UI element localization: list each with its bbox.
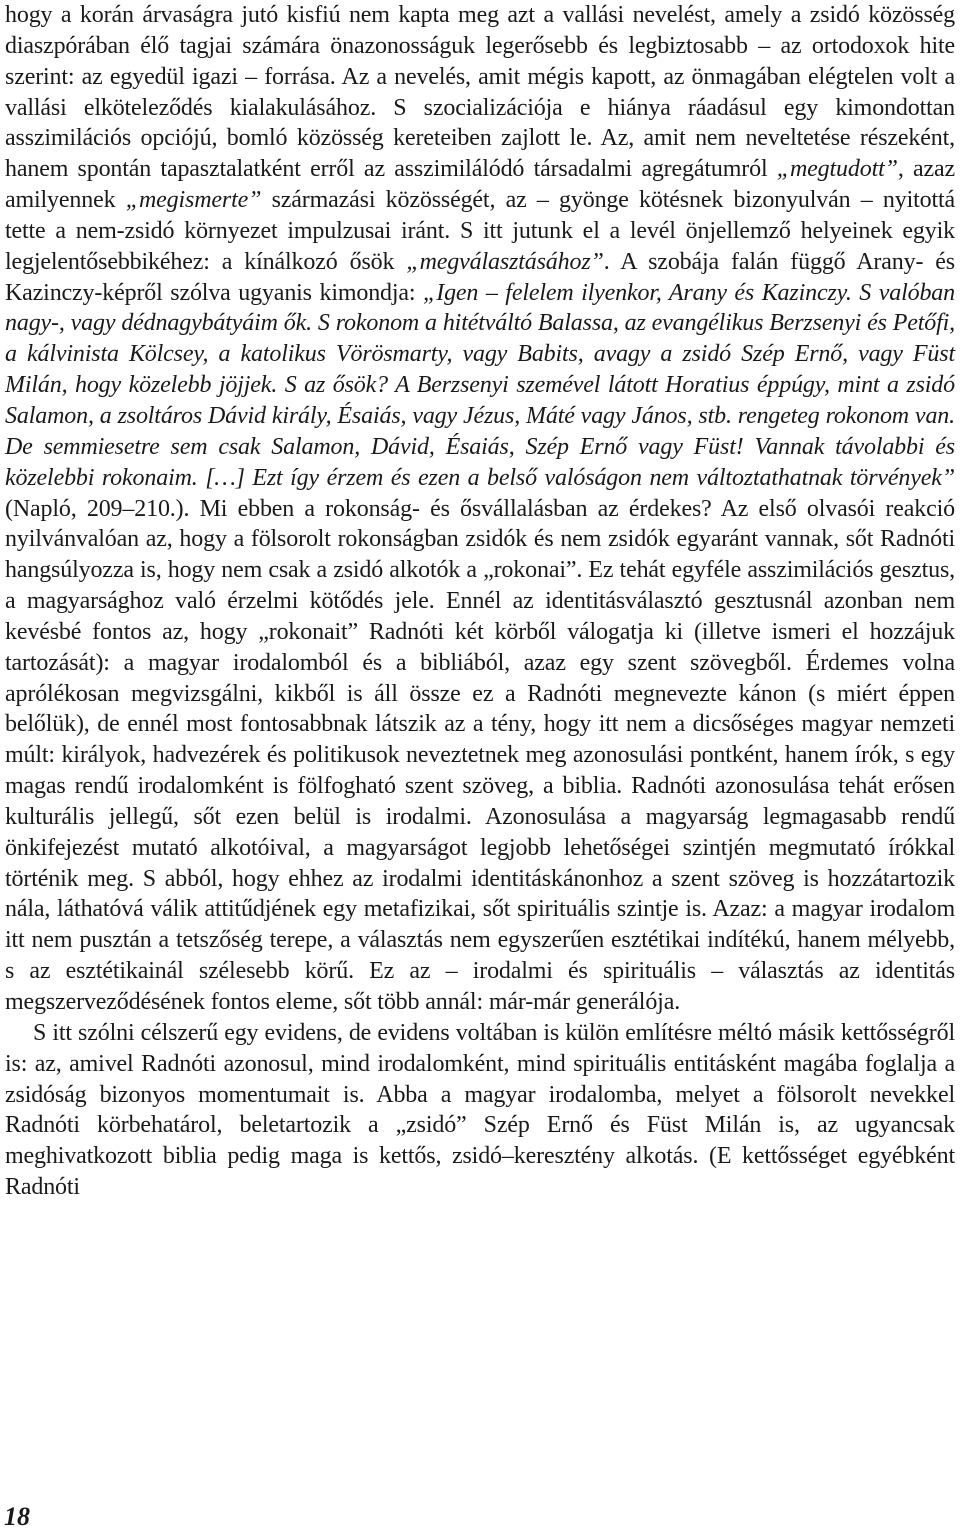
- page-number: 18: [4, 1502, 30, 1531]
- text-segment: S itt szólni célszerű egy evidens, de evidens voltában is külön említésre méltó másik kettősségről is: az, amivel Radnóti azonosul, mind irodalomként, mind spirituális entitásként magába foglalja a zsidóság bizonyos momentumait is. Abba a magyar irodalomba, melyet a fölsorolt nevekkel Radnóti körbehatárol, beletartozik a „zsidó” Szép Ernő és Füst Milán is, az ugyancsak meghivatkozott biblia pedig maga is kettős, zsidó–keresztény alkotás. (E kettősséget egyébként Radnóti: [5, 1019, 955, 1201]
- body-paragraph-1: [5, 0, 955, 1018]
- text-segment: származási közösségét, az – gyönge kötésnek bizonyulván – nyitottá tette a nem-zsidó környezet impulzusai iránt. S itt jutunk el a levél önjellemző helyeinek egyik legjelentősebbikéhez: a kínálkozó ősök: [5, 187, 955, 275]
- document-page: [5, 0, 955, 1203]
- italic-quote: „Igen – felelem ilyenkor, Arany és Kazinczy. S valóban nagy-, vagy dédnagybátyáim ők. S rokonom a hitétváltó Balassa, az evangélikus Berzsenyi és Petőfi, a kálvinista Kölcsey, a katolikus Vörösmarty, vagy Babits, avagy a zsidó Szép Ernő, vagy Füst Milán, hogy közelebb jöjjek. S az ősök? A Berzsenyi szemével látott Horatius éppúgy, mint a zsidó Salamon, a zsoltáros Dávid király, Ésaiás, vagy Jézus, Máté vagy János, stb. rengeteg rokonom van. De semmiesetre sem csak Salamon, Dávid, Ésaiás, Szép Ernő vagy Füst! Vannak távolabbi és közelebbi rokonaim. […] Ezt így érzem és ezen a belső valóságon nem változtathatnak törvények”: [5, 279, 955, 491]
- italic-quote: „megtudott”: [776, 156, 898, 183]
- italic-quote: „megválasztásához”: [406, 248, 604, 275]
- body-paragraph-2: [5, 1018, 955, 1203]
- italic-quote: „megismerte”: [125, 187, 262, 214]
- text-segment: (Napló, 209–210.). Mi ebben a rokonság- és ősvállalásban az érdekes? Az első olvasói reakció nyilvánvalóan az, hogy a fölsorolt rokonságban zsidók és nem zsidók egyaránt vannak, sőt Radnóti hangsúlyozza is, hogy nem csak a zsidó alkotók a „rokonai”. Ez tehát egyféle asszimilációs gesztus, a magyarsághoz való érzelmi kötődés jele. Ennél az identitásválasztó gesztusnál azonban nem kevésbé fontos az, hogy „rokonait” Radnóti két körből válogatja ki (illetve ismeri el hozzájuk tartozását): a magyar irodalomból és a bibliából, azaz egy szent szövegből. Érdemes volna aprólékosan megvizsgálni, kikből is áll össze ez a Radnóti megnevezte kánon (s miért éppen belőlük), de ennél most fontosabbnak látszik az a tény, hogy itt nem a dicsőséges magyar nemzeti múlt: királyok, hadvezérek és politikusok neveztetnek meg azonosulási pontként, hanem írók, s egy magas rendű irodalomként is fölfogható szent szöveg, a biblia. Radnóti azonosulása tehát erősen kulturális jellegű, sőt ezen belül is irodalmi. Azonosulása a magyarság legmagasabb rendű önkifejezést mutató alkotóival, a magyarságot legjobb lehetőségei szintjén megmutató írókkal történik meg. S abból, hogy ehhez az irodalmi identitáskánonhoz a szent szöveg is hozzátartozik nála, láthatóvá válik attitűdjének egy metafizikai, sőt spirituális szintje is. Azaz: a magyar irodalom itt nem pusztán a tetszőség terepe, a választás nem egyszerűen esztétikai indítékú, hanem mélyebb, s az esztétikainál szélesebb körű. Ez az – irodalmi és spirituális – választás az identitás megszerveződésének fontos eleme, sőt több annál: már-már generálója.: [5, 495, 955, 1015]
- text-segment: hogy a korán árvaságra jutó kisfiú nem kapta meg azt a vallási nevelést, amely a zsidó közösség diaszpórában élő tagjai számára önazonosságuk legerősebb és legbiztosabb – az ortodoxok hite szerint: az egyedül igazi – forrása. Az a nevelés, amit mégis kapott, az önmagában elégtelen volt a vallási elköteleződés kialakulásához. S szocializációja e hiánya ráadásul egy kimondottan asszimilációs opciójú, bomló közösség kereteiben zajlott le. Az, amit nem neveltetése részeként, hanem spontán tapasztalatként erről az asszimilálódó társadalmi agregátumról: [5, 2, 955, 183]
- text-segment: , azaz amilyennek: [5, 156, 955, 214]
- text-segment: . A szobája falán függő Arany- és Kazinczy-képről szólva ugyanis kimondja:: [5, 248, 955, 306]
